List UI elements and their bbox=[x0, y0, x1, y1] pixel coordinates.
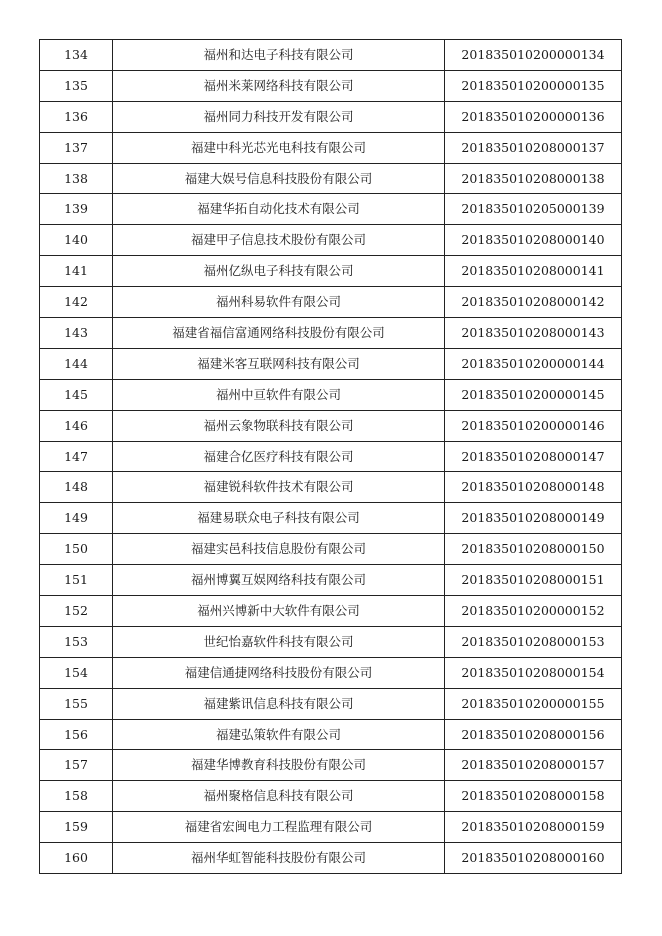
table-row bbox=[40, 379, 622, 410]
registration-code: 201835010208000137 bbox=[445, 132, 622, 163]
row-number: 139 bbox=[40, 194, 113, 225]
table-row bbox=[40, 132, 622, 163]
registration-code: 201835010208000140 bbox=[445, 225, 622, 256]
table-row bbox=[40, 225, 622, 256]
company-name: 福州聚格信息科技有限公司 bbox=[113, 781, 445, 812]
table-row bbox=[40, 40, 622, 71]
registration-code: 201835010208000143 bbox=[445, 318, 622, 349]
company-list-table bbox=[39, 39, 622, 874]
company-name: 福建信通捷网络科技股份有限公司 bbox=[113, 657, 445, 688]
row-number: 137 bbox=[40, 132, 113, 163]
company-name: 福建甲子信息技术股份有限公司 bbox=[113, 225, 445, 256]
company-name: 福建易联众电子科技有限公司 bbox=[113, 503, 445, 534]
table-row bbox=[40, 348, 622, 379]
row-number: 141 bbox=[40, 256, 113, 287]
registration-code: 201835010200000155 bbox=[445, 688, 622, 719]
row-number: 140 bbox=[40, 225, 113, 256]
company-name: 福州兴博新中大软件有限公司 bbox=[113, 596, 445, 627]
registration-code: 201835010200000134 bbox=[445, 40, 622, 71]
registration-code: 201835010208000154 bbox=[445, 657, 622, 688]
company-name: 福州同力科技开发有限公司 bbox=[113, 101, 445, 132]
company-name: 福建米客互联网科技有限公司 bbox=[113, 348, 445, 379]
table-row bbox=[40, 781, 622, 812]
company-name: 福州亿纵电子科技有限公司 bbox=[113, 256, 445, 287]
registration-code: 201835010208000150 bbox=[445, 534, 622, 565]
row-number: 134 bbox=[40, 40, 113, 71]
company-name: 福建华博教育科技股份有限公司 bbox=[113, 750, 445, 781]
table-row bbox=[40, 750, 622, 781]
registration-code: 201835010208000138 bbox=[445, 163, 622, 194]
table-row bbox=[40, 194, 622, 225]
registration-code: 201835010208000148 bbox=[445, 472, 622, 503]
row-number: 157 bbox=[40, 750, 113, 781]
registration-code: 201835010205000139 bbox=[445, 194, 622, 225]
table-row bbox=[40, 318, 622, 349]
row-number: 135 bbox=[40, 70, 113, 101]
company-name: 福州中亘软件有限公司 bbox=[113, 379, 445, 410]
row-number: 158 bbox=[40, 781, 113, 812]
table-row bbox=[40, 657, 622, 688]
company-name: 福建弘策软件有限公司 bbox=[113, 719, 445, 750]
registration-code: 201835010200000135 bbox=[445, 70, 622, 101]
registration-code: 201835010208000158 bbox=[445, 781, 622, 812]
company-name: 福州科易软件有限公司 bbox=[113, 287, 445, 318]
row-number: 142 bbox=[40, 287, 113, 318]
table-row bbox=[40, 688, 622, 719]
table-row bbox=[40, 626, 622, 657]
company-name: 福建华拓自动化技术有限公司 bbox=[113, 194, 445, 225]
row-number: 136 bbox=[40, 101, 113, 132]
table-row bbox=[40, 719, 622, 750]
row-number: 146 bbox=[40, 410, 113, 441]
company-name: 世纪怡嘉软件科技有限公司 bbox=[113, 626, 445, 657]
table-row bbox=[40, 441, 622, 472]
registration-code: 201835010208000156 bbox=[445, 719, 622, 750]
table-row bbox=[40, 812, 622, 843]
table-row bbox=[40, 410, 622, 441]
registration-code: 201835010208000157 bbox=[445, 750, 622, 781]
company-name: 福建省福信富通网络科技股份有限公司 bbox=[113, 318, 445, 349]
company-name: 福建省宏闽电力工程监理有限公司 bbox=[113, 812, 445, 843]
company-name: 福建中科光芯光电科技有限公司 bbox=[113, 132, 445, 163]
registration-code: 201835010200000136 bbox=[445, 101, 622, 132]
company-name: 福建实邑科技信息股份有限公司 bbox=[113, 534, 445, 565]
registration-code: 201835010200000146 bbox=[445, 410, 622, 441]
table-row bbox=[40, 163, 622, 194]
table-row bbox=[40, 503, 622, 534]
row-number: 156 bbox=[40, 719, 113, 750]
table-row bbox=[40, 287, 622, 318]
registration-code: 201835010208000147 bbox=[445, 441, 622, 472]
table-row bbox=[40, 101, 622, 132]
table-row bbox=[40, 565, 622, 596]
company-name: 福州华虹智能科技股份有限公司 bbox=[113, 843, 445, 874]
row-number: 149 bbox=[40, 503, 113, 534]
row-number: 152 bbox=[40, 596, 113, 627]
row-number: 138 bbox=[40, 163, 113, 194]
registration-code: 201835010208000149 bbox=[445, 503, 622, 534]
registration-code: 201835010208000142 bbox=[445, 287, 622, 318]
row-number: 160 bbox=[40, 843, 113, 874]
registration-code: 201835010208000159 bbox=[445, 812, 622, 843]
row-number: 150 bbox=[40, 534, 113, 565]
company-name: 福建大娱号信息科技股份有限公司 bbox=[113, 163, 445, 194]
row-number: 147 bbox=[40, 441, 113, 472]
row-number: 148 bbox=[40, 472, 113, 503]
registration-code: 201835010200000145 bbox=[445, 379, 622, 410]
company-name: 福建锐科软件技术有限公司 bbox=[113, 472, 445, 503]
row-number: 155 bbox=[40, 688, 113, 719]
registration-code: 201835010208000153 bbox=[445, 626, 622, 657]
table-row bbox=[40, 843, 622, 874]
table-row bbox=[40, 70, 622, 101]
registration-code: 201835010208000160 bbox=[445, 843, 622, 874]
row-number: 153 bbox=[40, 626, 113, 657]
registration-code: 201835010200000152 bbox=[445, 596, 622, 627]
table-row bbox=[40, 256, 622, 287]
registration-code: 201835010200000144 bbox=[445, 348, 622, 379]
registration-code: 201835010208000141 bbox=[445, 256, 622, 287]
table-row bbox=[40, 534, 622, 565]
registration-code: 201835010208000151 bbox=[445, 565, 622, 596]
table-body bbox=[40, 40, 622, 874]
row-number: 144 bbox=[40, 348, 113, 379]
row-number: 154 bbox=[40, 657, 113, 688]
company-name: 福州米莱网络科技有限公司 bbox=[113, 70, 445, 101]
table-row bbox=[40, 472, 622, 503]
table-row bbox=[40, 596, 622, 627]
company-name: 福建合亿医疗科技有限公司 bbox=[113, 441, 445, 472]
row-number: 145 bbox=[40, 379, 113, 410]
company-name: 福州和达电子科技有限公司 bbox=[113, 40, 445, 71]
company-name: 福建紫讯信息科技有限公司 bbox=[113, 688, 445, 719]
row-number: 143 bbox=[40, 318, 113, 349]
row-number: 159 bbox=[40, 812, 113, 843]
company-name: 福州云象物联科技有限公司 bbox=[113, 410, 445, 441]
company-name: 福州博翼互娱网络科技有限公司 bbox=[113, 565, 445, 596]
row-number: 151 bbox=[40, 565, 113, 596]
